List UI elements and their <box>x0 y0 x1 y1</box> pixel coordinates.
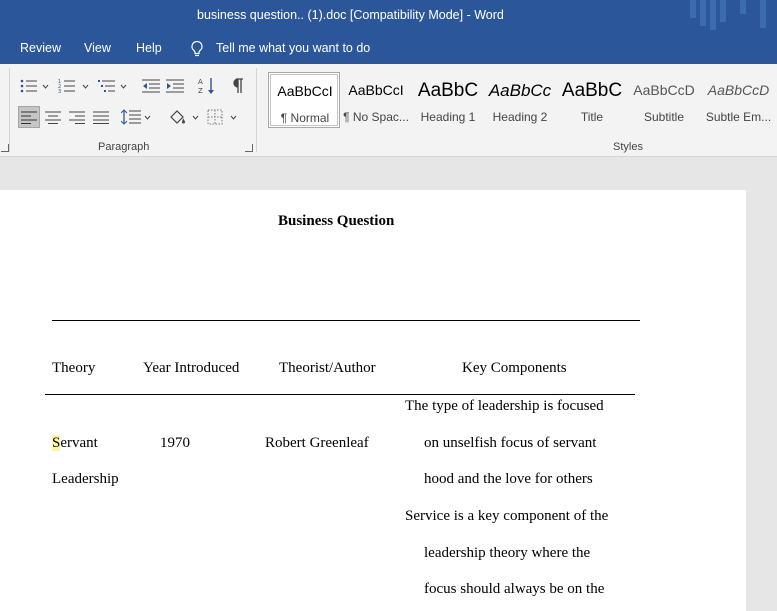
align-center-icon <box>45 111 61 124</box>
numbering-icon <box>58 79 76 93</box>
document-page[interactable] <box>0 190 746 611</box>
style-sample: AaBbC <box>561 80 623 101</box>
bullets-button[interactable] <box>18 75 40 97</box>
bullets-icon <box>20 79 38 93</box>
chevron-down-icon[interactable] <box>144 114 151 121</box>
tab-review[interactable]: Review <box>20 41 61 55</box>
style-name: Heading 1 <box>420 110 476 124</box>
sort-icon <box>198 77 216 95</box>
svg-text:Z: Z <box>198 87 203 95</box>
show-formatting-button[interactable] <box>226 75 248 97</box>
style-name: ¶ Normal <box>280 111 330 125</box>
key-component-line: on unselfish focus of servant <box>424 435 597 451</box>
paint-bucket-icon <box>168 109 186 125</box>
group-divider <box>9 68 10 152</box>
align-right-icon <box>69 111 85 124</box>
header-bottom-border <box>45 394 635 395</box>
line-spacing-button[interactable] <box>120 106 142 128</box>
key-component-line: focus should always be on the <box>424 581 605 597</box>
title-decoration <box>700 0 706 26</box>
style-name: Subtitle <box>643 110 685 124</box>
style-name: Title <box>580 110 604 124</box>
style-heading-2[interactable] <box>484 72 556 128</box>
style-no-spacing[interactable] <box>340 72 412 128</box>
justify-icon <box>93 111 109 124</box>
document-heading: Business Question <box>278 213 395 229</box>
style-sample: AaBbCcI <box>277 83 333 99</box>
header-year: Year Introduced <box>143 360 240 376</box>
tell-me-search[interactable]: Tell me what you want to do <box>216 41 371 55</box>
numbering-button[interactable] <box>56 75 78 97</box>
style-title[interactable] <box>556 72 628 128</box>
align-center-button[interactable] <box>42 106 64 128</box>
title-decoration <box>710 0 716 30</box>
group-label-paragraph: Paragraph <box>98 141 150 153</box>
cell-theory <box>52 435 98 452</box>
svg-text:1: 1 <box>58 79 62 85</box>
decrease-indent-icon <box>142 79 160 93</box>
chevron-down-icon[interactable] <box>230 114 237 121</box>
style-name: Heading 2 <box>492 110 548 124</box>
title-decoration <box>720 0 726 22</box>
highlighted-letter: S <box>52 435 61 451</box>
cell-theory-rest: ervant <box>60 435 98 451</box>
group-divider <box>256 68 257 152</box>
lightbulb-icon <box>190 40 204 61</box>
svg-text:2: 2 <box>58 84 62 90</box>
key-component-line: The type of leadership is focused <box>405 398 604 414</box>
title-decoration <box>740 0 746 14</box>
header-key-components: Key Components <box>462 360 567 376</box>
style-name: ¶ No Spac... <box>343 110 409 124</box>
sort-button[interactable] <box>196 75 218 97</box>
style-sample: AaBbCcD <box>633 82 695 98</box>
style-sample: AaBbCcI <box>348 82 404 98</box>
paragraph-dialog-launcher-icon[interactable] <box>245 144 253 152</box>
borders-icon <box>207 109 223 125</box>
cell-year: 1970 <box>160 435 190 451</box>
increase-indent-icon <box>166 79 184 93</box>
table-top-border <box>52 320 640 321</box>
title-decoration <box>760 0 766 28</box>
style-sample: AaBbC <box>417 80 479 101</box>
align-left-button[interactable] <box>18 106 40 128</box>
tab-view[interactable]: View <box>84 41 111 55</box>
style-sample: AaBbCcD <box>707 82 770 98</box>
style-heading-1[interactable] <box>412 72 484 128</box>
multilevel-list-icon <box>98 79 116 93</box>
style-name: Subtle Em... <box>705 110 772 124</box>
line-spacing-icon <box>121 109 141 125</box>
title-bar <box>0 0 777 34</box>
chevron-down-icon[interactable] <box>192 114 199 121</box>
svg-text:3: 3 <box>58 89 62 93</box>
chevron-down-icon[interactable] <box>120 83 127 90</box>
decrease-indent-button[interactable] <box>140 75 162 97</box>
style-subtle-emphasis[interactable] <box>700 72 777 128</box>
style-sample: AaBbCc <box>488 81 552 100</box>
multilevel-list-button[interactable] <box>96 75 118 97</box>
key-component-line: Service is a key component of the <box>405 508 609 524</box>
style-subtitle[interactable] <box>628 72 700 128</box>
style-normal[interactable] <box>268 72 340 128</box>
ribbon-tabs <box>0 34 777 64</box>
key-component-line: hood and the love for others <box>424 471 593 487</box>
title-decoration <box>690 0 696 18</box>
align-right-button[interactable] <box>66 106 88 128</box>
window-title: business question.. (1).doc [Compatibility Mode] - Word <box>197 8 504 22</box>
chevron-down-icon[interactable] <box>82 83 89 90</box>
cell-theory-line2: Leadership <box>52 471 119 487</box>
pilcrow-icon <box>230 78 244 94</box>
align-left-icon <box>21 111 37 124</box>
document-canvas <box>0 157 777 611</box>
group-label-styles: Styles <box>613 141 643 153</box>
header-author: Theorist/Author <box>279 360 376 376</box>
ribbon <box>0 64 777 157</box>
cell-author: Robert Greenleaf <box>265 435 369 451</box>
chevron-down-icon[interactable] <box>42 83 49 90</box>
dialog-launcher-icon[interactable] <box>1 144 9 152</box>
justify-button[interactable] <box>90 106 112 128</box>
increase-indent-button[interactable] <box>164 75 186 97</box>
shading-button[interactable] <box>166 106 188 128</box>
key-component-line: leadership theory where the <box>424 545 591 561</box>
svg-text:A: A <box>198 78 203 86</box>
tab-help[interactable]: Help <box>136 41 162 55</box>
borders-button[interactable] <box>204 106 226 128</box>
header-theory: Theory <box>52 360 96 376</box>
